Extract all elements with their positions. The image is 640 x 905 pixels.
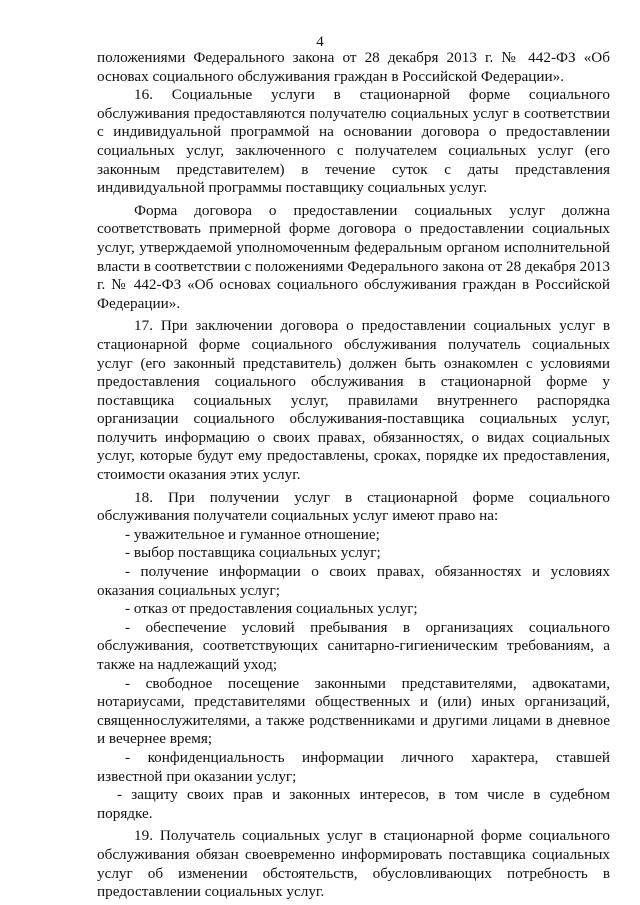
right-list-item: - конфиденциальность информации личного характера, ставшей известной при оказании услуг; — [97, 748, 610, 785]
right-list-item: - защиту своих прав и законных интересов, в том числе в судебном порядке. — [97, 786, 610, 822]
right-list-item: - отказ от предоставления социальных услуг; — [125, 600, 418, 618]
right-list-item: - получение информации о своих правах, обязанностях и условиях оказания социальных услуг; — [97, 563, 610, 599]
right-list-item: - свободное посещение законными представителями, адвокатами, нотариусами, представителями общественных и (или) иных организаций, священнослужителями, а также родственниками и другими лицами в дневное и вечернее время; — [97, 674, 610, 748]
paragraph-18: 18. При получении услуг в стационарной форме социального обслуживания получатели социальных услуг имеют право на: — [97, 488, 610, 525]
page-number: 4 — [316, 34, 324, 50]
paragraph-contract-form: Форма договора о предоставлении социальных услуг должна соответствовать примерной форме договора о предоставлении социальных услуг, утверждаемой уполномоченным федеральным органом исполнительной власти в соответствии с положениями Федерального закона от 28 декабря 2013 г. № 442-ФЗ «Об основах социального обслуживания граждан в Российской Федерации». — [97, 201, 610, 312]
right-list-item: - уважительное и гуманное отношение; — [125, 525, 380, 543]
paragraph-16: 16. Социальные услуги в стационарной форме социального обслуживания предоставляются получателю социальных услуг в соответствии с индивидуальной программой на основании договора о предоставлении социальных услуг, заключенного с получателем социальных услуг (его законным представителем) в течение суток с даты представления индивидуальной программы поставщику социальных услуг. — [97, 86, 610, 197]
paragraph-19: 19. Получатель социальных услуг в стационарной форме социального обслуживания обязан своевременно информировать поставщика социальных услуг об изменении обстоятельств, обусловливающих потребность в предоставлении социальных услуг. — [97, 827, 610, 901]
paragraph-continuation: положениями Федерального закона от 28 декабря 2013 г. № 442-ФЗ «Об основах социального обслуживания граждан в Российской Федерации». — [97, 49, 610, 85]
document-body — [97, 49, 610, 902]
paragraph-17: 17. При заключении договора о предоставлении социальных услуг в стационарной форме социального обслуживания получатель социальных услуг (его законный представитель) должен быть ознакомлен с условиями предоставления социального обслуживания в стационарной форме у поставщика социальных услуг, правилами внутреннего распорядка организации социального обслуживания-поставщика социальных услуг, получить информацию о своих правах, обязанностях, о видах социальных услуг, которые будут ему предоставлены, сроках, порядке их предоставления, стоимости оказания этих услуг. — [97, 317, 610, 484]
right-list-item: - обеспечение условий пребывания в организациях социального обслуживания, соответствующих санитарно-гигиеническим требованиям, а также на надлежащий уход; — [97, 618, 610, 673]
right-list-item: - выбор поставщика социальных услуг; — [125, 544, 381, 562]
